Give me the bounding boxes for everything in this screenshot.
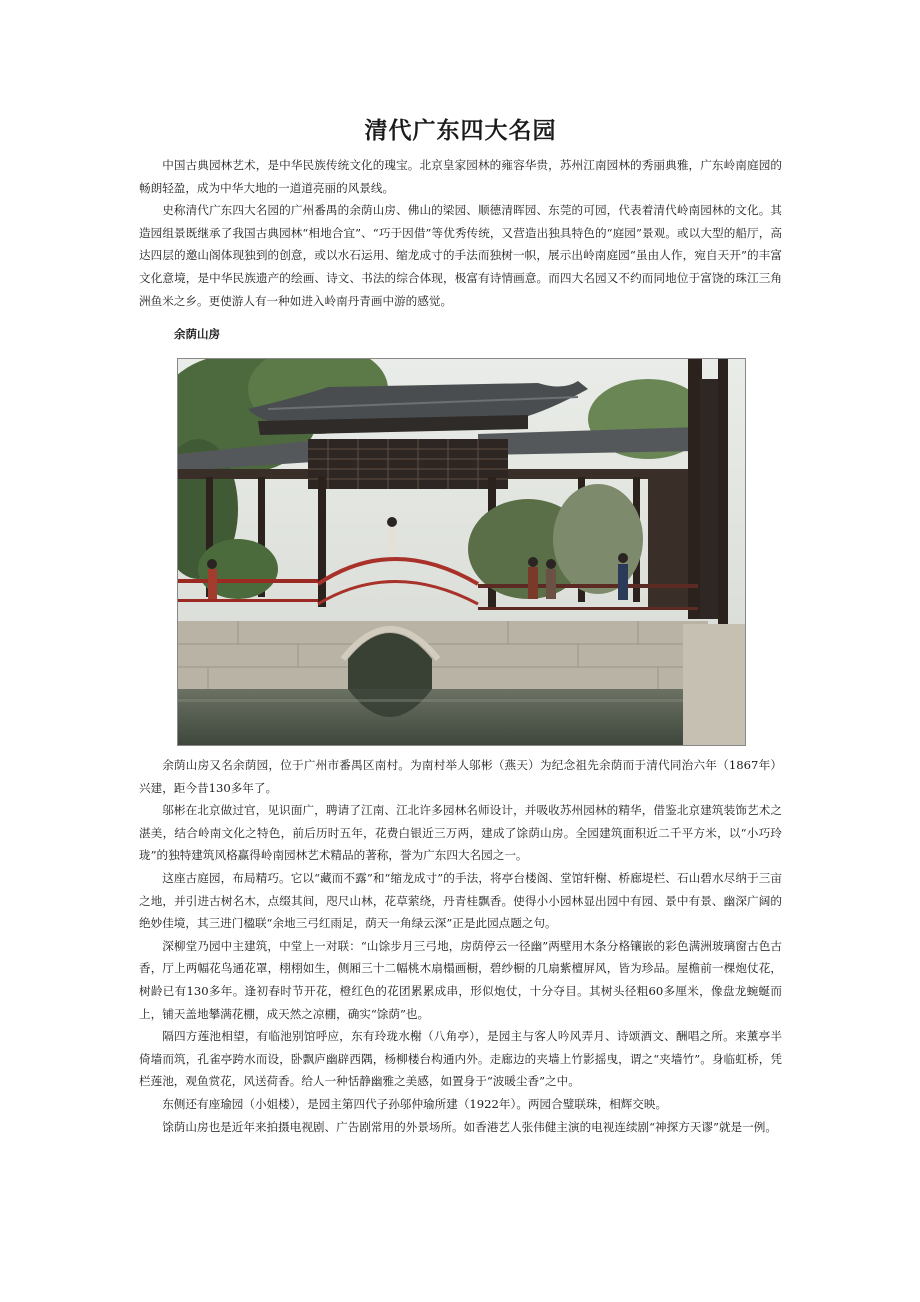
body-paragraph-2: 邬彬在北京做过官，见识面广，聘请了江南、江北许多园林名师设计，并吸收苏州园林的精华，借鉴北京建筑装饰艺术之湛美，结合岭南文化之特色，前后历时五年，花费白银近三万两，建成了馀荫山房。全园建筑面积近二千平方米，以“小巧玲珑”的独特建筑风格赢得岭南园林艺术精品的著称，誉为广东四大名园之一。	[139, 803, 782, 863]
body-paragraph-3: 这座古庭园，布局精巧。它以“藏而不露”和“缩龙成寸”的手法，将亭台楼阁、堂馆轩榭、桥廊堤栏、石山碧水尽纳于三亩之地，并引进古树名木，点缀其间，咫尺山林，花草萦绕，丹青桂飘香。使得小小园林显出园中有园、景中有景、幽深广阔的绝妙佳境，其三进门楹联“余地三弓红雨足，荫天一角绿云深”正是此园点题之句。	[139, 870, 782, 931]
intro-paragraph-1: 中国古典园林艺术，是中华民族传统文化的瑰宝。北京皇家园林的雍容华贵，苏州江南园林的秀丽典雅，广东岭南庭园的畅朗轻盈，成为中华大地的一道道亮丽的风景线。	[139, 158, 782, 195]
pond-water	[178, 689, 683, 745]
body-paragraph-1: 余荫山房又名余荫园，位于广州市番禺区南村。为南村举人邬彬（燕天）为纪念祖先余荫而于清代同治六年（1867年）兴建，距今昔130多年了。	[139, 758, 782, 795]
body-paragraph-7: 馀荫山房也是近年来拍摄电视剧、广告剧常用的外景场所。如香港艺人张伟健主演的电视连续剧“神探方天谬”就是一例。	[162, 1119, 777, 1134]
section-heading: 余荫山房	[174, 327, 220, 341]
body-paragraph-4: 深柳堂乃园中主建筑，中堂上一对联：“山馀步月三弓地，房荫停云一径幽”两壁用木条分格镶嵌的彩色满洲玻璃窗古色古香，厅上两幅花鸟通花罩，栩栩如生，侧厢三十二幅桃木扇榻画橱，碧纱橱的几扇紫檀屏风，皆为珍品。屋檐前一棵炮仗花，树龄已有130多年。逢初春时节开花，橙红色的花团累累成串，形似炮仗，十分夺目。其树头径粗60多厘米，像盘龙蜿蜒而上，铺天盖地攀满花棚，成天然之凉棚，确实“馀荫”也。	[139, 938, 782, 1021]
intro-section	[139, 154, 782, 312]
garden-photo	[177, 358, 746, 746]
body-paragraph-5: 隔四方莲池相望，有临池别馆呼应，东有玲珑水榭（八角亭），是园主与客人吟风弄月、诗颂酒文、酬唱之所。来薰亭半倚墙而筑，孔雀亭跨水而设，卧飘庐幽辟西隅，杨柳楼台构通内外。走廊边的夹墙上竹影摇曳，谓之“夹墙竹”。身临虹桥，凭栏莲池，观鱼赏花，风送荷香。给人一种恬静幽雅之美感，如置身于“波暖尘香”之中。	[139, 1029, 782, 1089]
body-paragraph-6: 东侧还有座瑜园（小姐楼），是园主第四代子孙邬仲瑜所建（1922年）。两园合璧联珠，相辉交映。	[162, 1096, 668, 1111]
garden-photo-illustration	[178, 359, 745, 745]
intro-paragraph-2: 史称清代广东四大名园的广州番禺的余荫山房、佛山的梁园、顺德清晖园、东莞的可园，代表着清代岭南园林的文化。其造园组景既继承了我国古典园林“相地合宜”、“巧于因借”等优秀传统，又营造出独具特色的“庭园”景观。或以大型的船厅，高达四层的邀山阁体现独到的创意，或以水石运用、缩龙成寸的手法而独树一帜，展示出岭南庭园“虽由人作，宛自天开”的丰富文化意境，是中华民族遗产的绘画、诗文、书法的综合体现，极富有诗情画意。而四大名园又不约而同地位于富饶的珠江三角洲鱼米之乡。更使游人有一种如进入岭南丹青画中游的感觉。	[139, 203, 782, 308]
body-section	[139, 754, 782, 1138]
page-title: 清代广东四大名园	[364, 118, 557, 144]
